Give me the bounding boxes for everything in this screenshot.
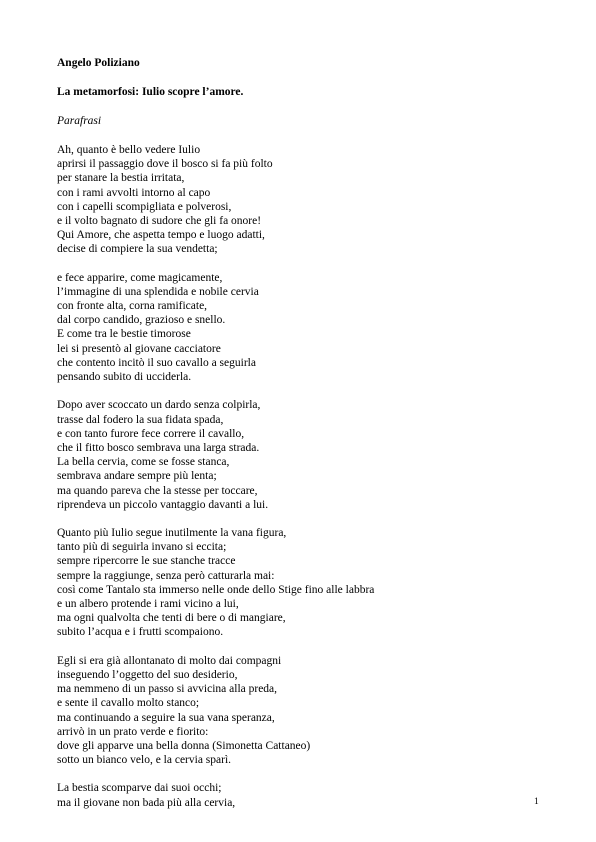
text-line: e un albero protende i rami vicino a lui, <box>57 598 239 610</box>
text-line: Egli si era già allontanato di molto dai compagni <box>57 654 282 667</box>
stanza-4 <box>57 526 547 640</box>
text-line: lei si presentò al giovane cacciatore <box>57 342 221 355</box>
stanza-3 <box>57 398 547 512</box>
paraphrase-text <box>57 143 547 824</box>
author-name: Angelo Poliziano <box>57 57 140 69</box>
text-line: ma il giovane non bada più alla cervia, <box>57 796 236 809</box>
text-line: l’immagine di una splendida e nobile cervia <box>57 285 259 298</box>
text-line: Dopo aver scoccato un dardo senza colpirla, <box>57 399 261 412</box>
text-line: sotto un bianco velo, e la cervia sparì. <box>57 754 232 767</box>
section-heading: Parafrasi <box>57 115 102 127</box>
stanza-2 <box>57 271 547 385</box>
text-line: sempre ripercorre le sue stanche tracce <box>57 555 236 568</box>
page-number: 1 <box>534 797 539 807</box>
text-line: con i capelli scompigliata e polverosi, <box>57 200 232 213</box>
stanza-1 <box>57 143 547 257</box>
text-line: trasse dal fodero la sua fidata spada, <box>57 413 224 426</box>
text-line: Quanto più Iulio segue inutilmente la vana figura, <box>57 527 287 540</box>
text-line: per stanare la bestia irritata, <box>57 172 185 185</box>
text-line: che il fitto bosco sembrava una larga strada. <box>57 441 260 454</box>
text-line: tanto più di seguirla invano si eccita; <box>57 541 227 554</box>
text-line: subito l’acqua e i frutti scompaiono. <box>57 626 224 639</box>
text-line: sempre la raggiunge, senza però catturarla mai: <box>57 569 275 582</box>
text-line: che contento incitò il suo cavallo a seguirla <box>57 356 256 369</box>
stanza-6 <box>57 781 547 809</box>
text-line: inseguendo l’oggetto del suo desiderio, <box>57 668 238 681</box>
text-line: con fronte alta, corna ramificate, <box>57 300 208 313</box>
text-line: ma nemmeno di un passo si avvicina alla preda, <box>57 683 278 696</box>
text-line: decise di compiere la sua vendetta; <box>57 243 218 256</box>
document-title: La metamorfosi: Iulio scopre l’amore. <box>57 86 244 98</box>
text-line: e sente il cavallo molto stanco; <box>57 697 200 710</box>
text-line: La bestia scomparve dai suoi occhi; <box>57 782 222 795</box>
text-line: pensando subito di ucciderla. <box>57 371 192 383</box>
text-line: arrivò in un prato verde e fiorito: <box>57 725 209 738</box>
text-line: e fece apparire, come magicamente, <box>57 271 223 284</box>
text-line: dove gli apparve una bella donna (Simonetta Cattaneo) <box>57 739 311 752</box>
text-line: così come Tantalo sta immerso nelle onde dello Stige fino alle labbra <box>57 583 375 596</box>
text-line: aprirsi il passaggio dove il bosco si fa più folto <box>57 158 273 171</box>
stanza-5 <box>57 654 547 768</box>
text-line: con i rami avvolti intorno al capo <box>57 186 211 199</box>
text-line: Ah, quanto è bello vedere Iulio <box>57 144 201 156</box>
text-line: ma continuando a seguire la sua vana speranza, <box>57 711 275 724</box>
text-line: riprendeva un piccolo vantaggio davanti a lui. <box>57 498 269 511</box>
text-line: e con tanto furore fece correre il cavallo, <box>57 427 245 440</box>
text-line: ma quando pareva che la stesse per toccare, <box>57 484 258 497</box>
text-line: ma ogni qualvolta che tenti di bere o di mangiare, <box>57 612 286 625</box>
text-line: dal corpo candido, grazioso e snello. <box>57 314 226 327</box>
text-line: e il volto bagnato di sudore che gli fa onore! <box>57 214 262 227</box>
text-line: sembrava andare sempre più lenta; <box>57 470 217 483</box>
text-line: Qui Amore, che aspetta tempo e luogo adatti, <box>57 229 265 242</box>
text-line: E come tra le bestie timorose <box>57 328 191 341</box>
text-line: La bella cervia, come se fosse stanca, <box>57 456 230 469</box>
